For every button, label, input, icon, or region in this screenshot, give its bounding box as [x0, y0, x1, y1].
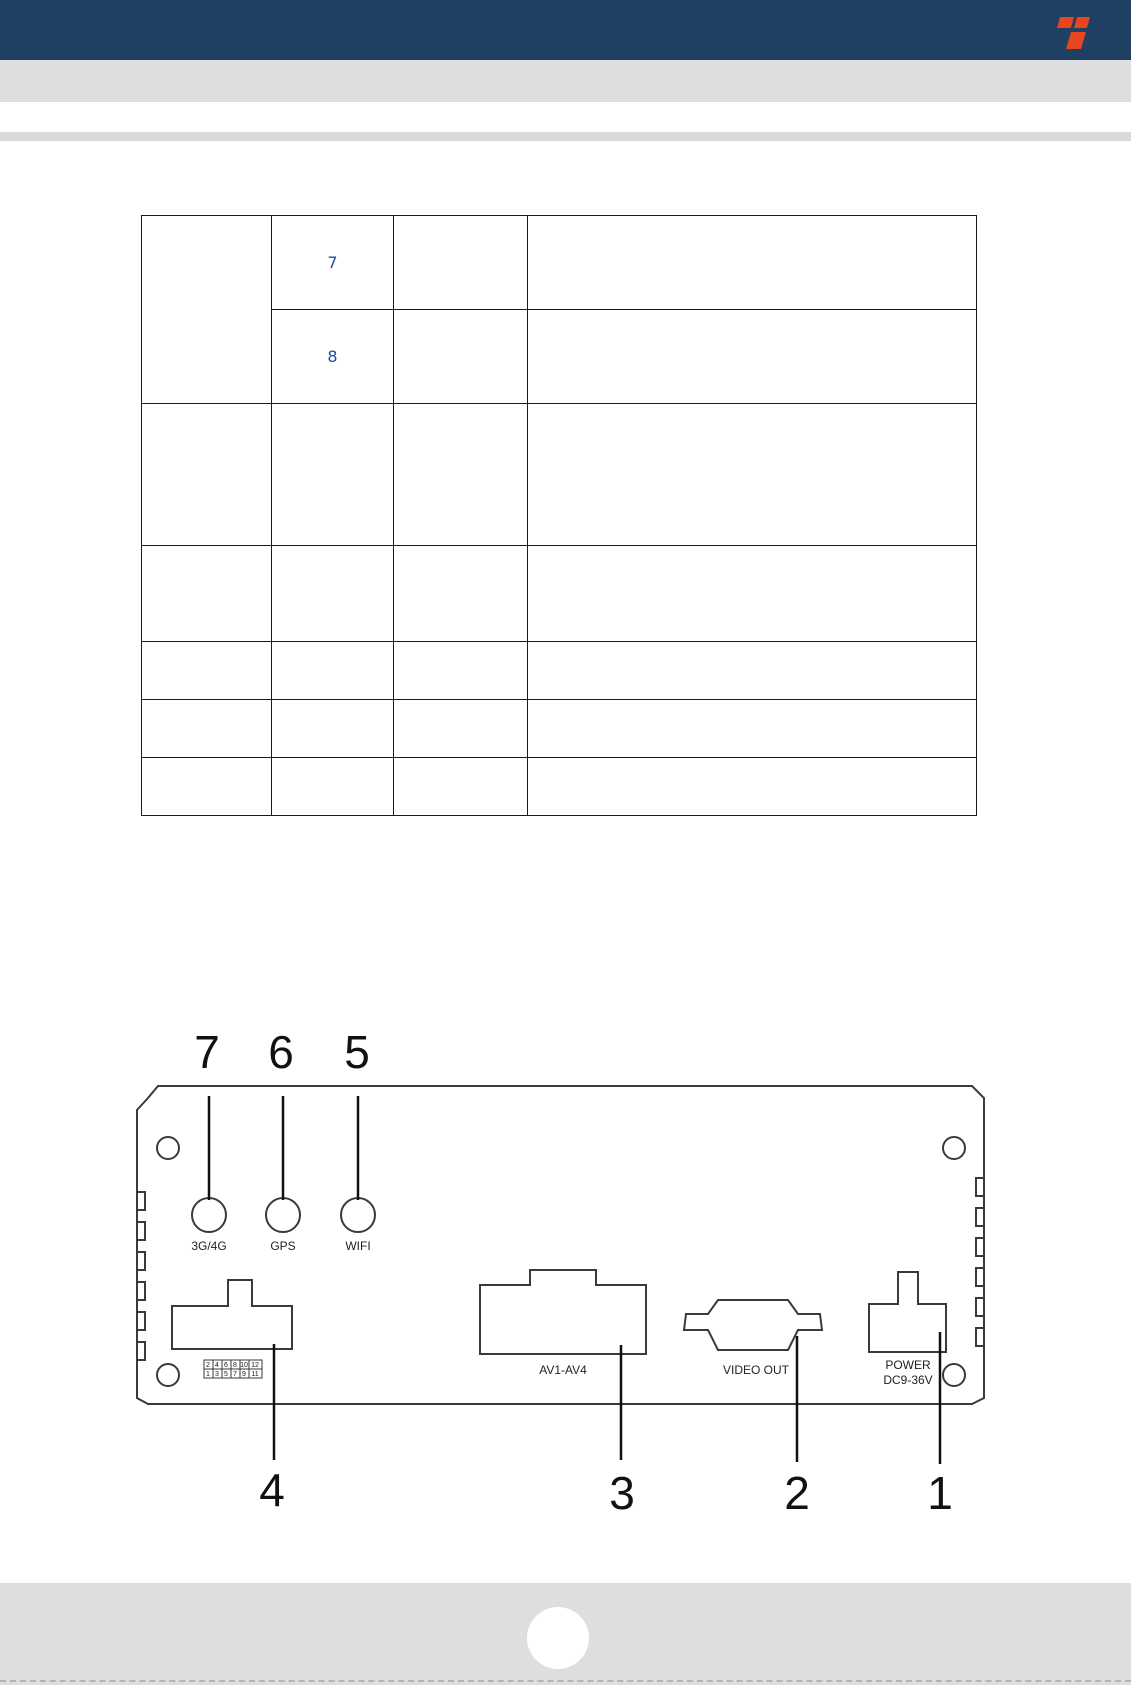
table-row — [142, 404, 977, 546]
callout-1: 1 — [927, 1467, 953, 1519]
antenna-3g4g-connector — [192, 1198, 226, 1232]
table-cell — [394, 642, 528, 700]
table-cell — [528, 216, 977, 310]
mount-hole — [157, 1137, 179, 1159]
callout-7: 7 — [194, 1026, 220, 1078]
pin-number: 9 — [242, 1371, 246, 1378]
callout-3: 3 — [609, 1467, 635, 1519]
table-cell — [142, 758, 272, 816]
table-cell — [394, 700, 528, 758]
mount-hole — [157, 1364, 179, 1386]
header-divider — [0, 132, 1131, 141]
pin-number: 5 — [224, 1371, 228, 1378]
pin-number: 3 — [215, 1371, 219, 1378]
antenna-wifi-connector — [341, 1198, 375, 1232]
mount-hole — [943, 1364, 965, 1386]
label-video-out: VIDEO OUT — [722, 1363, 790, 1377]
callout-2: 2 — [784, 1467, 810, 1519]
label-wifi: WIFI — [345, 1239, 371, 1253]
video-out-connector — [684, 1300, 822, 1350]
table-cell-number: 7 — [272, 216, 394, 310]
io-connector — [172, 1280, 292, 1349]
table-cell — [528, 546, 977, 642]
table-cell-number: 8 — [272, 310, 394, 404]
table-cell — [394, 546, 528, 642]
pin-number: 8 — [233, 1362, 237, 1369]
table-cell — [272, 758, 394, 816]
table-row — [142, 216, 977, 310]
table-cell — [528, 700, 977, 758]
antenna-gps-connector — [266, 1198, 300, 1232]
mount-hole — [943, 1137, 965, 1159]
pin-number: 11 — [251, 1371, 259, 1378]
pin-number: 7 — [233, 1371, 237, 1378]
rear-panel-diagram — [0, 1000, 1131, 1540]
vent-notches-right — [976, 1178, 984, 1346]
pin-number: 1 — [206, 1371, 210, 1378]
table-cell — [272, 546, 394, 642]
pin-number: 10 — [240, 1362, 248, 1369]
table-row — [142, 642, 977, 700]
table-cell — [528, 404, 977, 546]
brand-logo-icon — [1052, 15, 1092, 53]
pin-number: 6 — [224, 1362, 228, 1369]
table-cell — [142, 700, 272, 758]
label-power: POWER — [885, 1358, 931, 1372]
table-row — [142, 546, 977, 642]
header-gray-band — [0, 60, 1131, 102]
pin-number: 4 — [215, 1362, 219, 1369]
table-cell — [142, 546, 272, 642]
table-row — [142, 758, 977, 816]
table-cell — [528, 642, 977, 700]
table-row — [142, 700, 977, 758]
spec-table — [141, 215, 977, 816]
callout-6: 6 — [268, 1026, 294, 1078]
table-cell — [394, 758, 528, 816]
panel-outline — [137, 1086, 984, 1404]
top-header-bar — [0, 0, 1131, 60]
table-cell — [142, 642, 272, 700]
pin-number: 12 — [251, 1362, 259, 1369]
footer-dashed-line — [0, 1680, 1131, 1682]
table-cell — [272, 700, 394, 758]
table-cell — [394, 216, 528, 310]
label-3g4g: 3G/4G — [191, 1239, 227, 1253]
table-cell — [528, 758, 977, 816]
vent-notches-left — [137, 1192, 145, 1360]
callout-4: 4 — [259, 1464, 285, 1516]
power-connector — [869, 1272, 946, 1352]
table-cell — [272, 404, 394, 546]
table-cell — [272, 642, 394, 700]
table-cell — [394, 310, 528, 404]
label-gps: GPS — [270, 1239, 296, 1253]
label-av: AV1-AV4 — [539, 1363, 587, 1377]
callout-5: 5 — [344, 1026, 370, 1078]
pin-number: 2 — [206, 1362, 210, 1369]
page-number-circle — [527, 1607, 589, 1669]
table-cell — [142, 216, 272, 404]
table-cell — [528, 310, 977, 404]
table-cell — [142, 404, 272, 546]
table-cell — [394, 404, 528, 546]
label-power-voltage: DC9-36V — [883, 1373, 933, 1387]
av-connector — [480, 1270, 646, 1354]
